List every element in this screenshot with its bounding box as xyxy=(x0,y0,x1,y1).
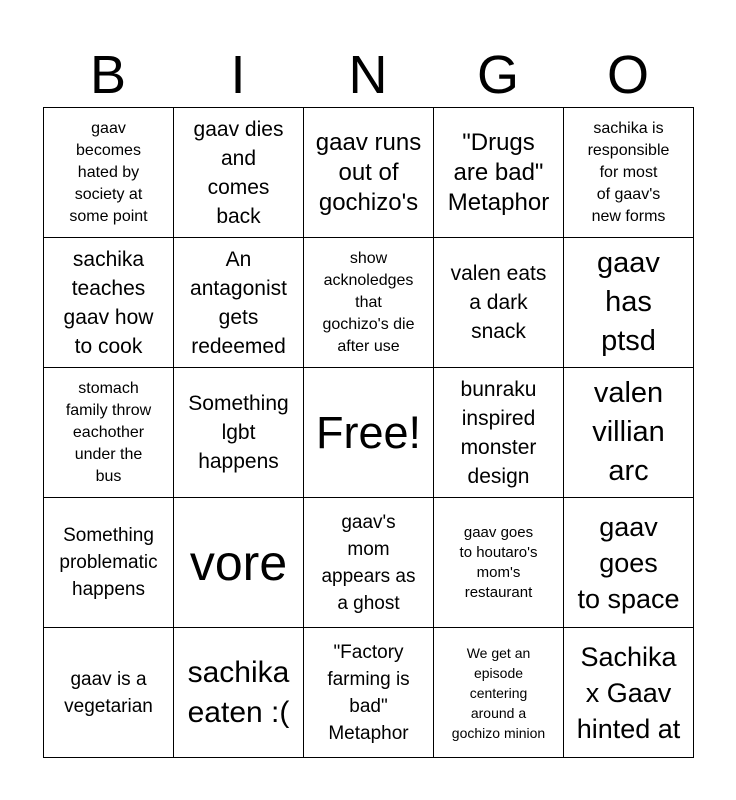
cell-text: vore xyxy=(189,534,288,591)
cell-text: bunraku inspired monster design xyxy=(460,377,537,488)
bingo-cell[interactable] xyxy=(174,108,304,238)
cell-text: gaav has ptsd xyxy=(597,247,660,357)
free-space-label: Free! xyxy=(315,406,422,458)
bingo-cell[interactable] xyxy=(304,238,434,368)
cell-text: An antagonist gets redeemed xyxy=(190,247,287,358)
header-letter-g: G xyxy=(476,45,519,105)
bingo-cell[interactable] xyxy=(564,498,694,628)
bingo-cell[interactable] xyxy=(304,108,434,238)
free-space-cell[interactable] xyxy=(304,368,434,498)
bingo-header xyxy=(43,42,693,108)
header-letter-b: B xyxy=(89,45,127,105)
cell-text: "Factory farming is bad" Metaphor xyxy=(327,641,410,744)
cell-text: gaav is a vegetarian xyxy=(64,668,153,717)
bingo-cell[interactable] xyxy=(44,108,174,238)
bingo-cell[interactable] xyxy=(174,628,304,758)
cell-text: Sachika x Gaav hinted at xyxy=(576,641,681,744)
cell-text: Something lgbt happens xyxy=(188,392,289,473)
cell-text: Something problematic happens xyxy=(59,525,158,600)
cell-text: sachika eaten :( xyxy=(187,655,290,729)
cell-text: valen eats a dark snack xyxy=(450,262,547,343)
bingo-cell[interactable] xyxy=(174,368,304,498)
bingo-cell[interactable] xyxy=(564,368,694,498)
bingo-cell[interactable] xyxy=(434,108,564,238)
cell-text: gaav goes to space xyxy=(577,511,680,614)
bingo-cell[interactable] xyxy=(434,498,564,628)
bingo-cell[interactable] xyxy=(44,368,174,498)
bingo-cell[interactable] xyxy=(434,238,564,368)
bingo-cell[interactable] xyxy=(564,238,694,368)
cell-text: sachika is responsible for most of gaav's new forms xyxy=(587,119,670,225)
cell-text: gaav dies and comes back xyxy=(193,117,284,228)
bingo-cell[interactable] xyxy=(44,238,174,368)
cell-text: sachika teaches gaav how to cook xyxy=(63,247,154,358)
cell-text: "Drugs are bad" Metaphor xyxy=(447,128,550,216)
bingo-cell[interactable] xyxy=(434,628,564,758)
cell-text: gaav runs out of gochizo's xyxy=(315,128,422,216)
cell-text: valen villian arc xyxy=(592,377,665,487)
bingo-cell[interactable] xyxy=(434,368,564,498)
cell-text: stomach family throw eachother under the bus xyxy=(65,379,152,485)
bingo-cell[interactable] xyxy=(304,628,434,758)
cell-text: We get an episode centering around a gochizo minion xyxy=(451,644,546,741)
header-letter-o: O xyxy=(606,45,649,105)
cell-text: gaav's mom appears as a ghost xyxy=(321,511,416,614)
bingo-cell[interactable] xyxy=(564,108,694,238)
cell-text: gaav becomes hated by society at some point xyxy=(69,119,148,225)
bingo-cell[interactable] xyxy=(564,628,694,758)
header-letter-n: N xyxy=(348,45,388,105)
bingo-cell[interactable] xyxy=(44,628,174,758)
cell-text: show acknoledges that gochizo's die after use xyxy=(322,249,415,355)
header-letter-i: I xyxy=(230,45,246,105)
bingo-cell[interactable] xyxy=(174,238,304,368)
bingo-cell[interactable] xyxy=(44,498,174,628)
bingo-grid xyxy=(43,107,694,758)
bingo-cell[interactable] xyxy=(304,498,434,628)
cell-text: gaav goes to houtaro's mom's restaurant xyxy=(459,523,538,601)
bingo-cell[interactable] xyxy=(174,498,304,628)
